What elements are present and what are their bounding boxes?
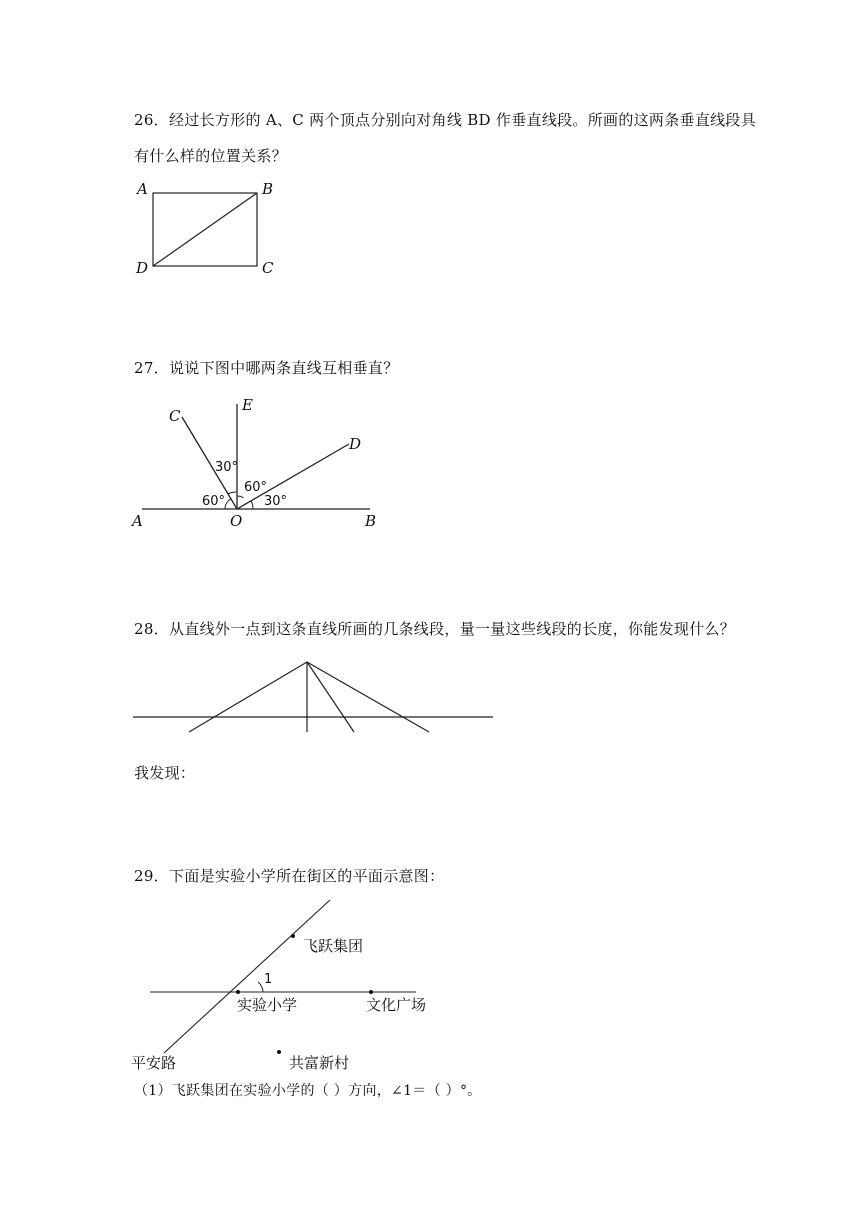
- q29-text: 29．下面是实验小学所在街区的平面示意图：: [134, 867, 445, 885]
- angle-eod-label: 60°: [244, 480, 268, 495]
- q28-segments-figure: [125, 650, 505, 740]
- label-o: O: [230, 512, 243, 530]
- q29-map-figure: [128, 895, 448, 1075]
- road-label: 平安路: [131, 1054, 177, 1072]
- label-b: B: [365, 512, 377, 530]
- q26-text-line1: 26．经过长方形的 A、C 两个顶点分别向对角线 BD 作垂直线段。所画的这两条垂直线段具: [134, 111, 757, 129]
- label-d: D: [349, 435, 362, 453]
- q26-text-line2: 有什么样的位置关系？: [134, 147, 288, 165]
- label-c: C: [169, 407, 181, 425]
- arc-aoc: [225, 499, 231, 509]
- label-d: D: [136, 259, 149, 277]
- village-dot: [277, 1050, 281, 1054]
- school-dot: [236, 990, 240, 994]
- segment-right: [307, 662, 429, 732]
- angle-aoc-label: 60°: [202, 494, 226, 509]
- angle-1-label: 1: [264, 972, 273, 987]
- segment-left: [189, 662, 307, 732]
- pingan-road-line: [164, 900, 330, 1053]
- label-e: E: [242, 396, 253, 414]
- q28-text: 28．从直线外一点到这条直线所画的几条线段，量一量这些线段的长度，你能发现什么？: [134, 620, 736, 638]
- arc-coe: [228, 492, 237, 494]
- q29-sub1: （1）飞跃集团在实验小学的（ ）方向，∠1＝（ ）°。: [134, 1083, 482, 1099]
- diagonal-bd: [153, 193, 257, 266]
- feiyue-dot: [291, 934, 295, 938]
- angle-coe-label: 30°: [215, 460, 239, 475]
- arc-eod: [237, 496, 244, 498]
- q26-rectangle-figure: [130, 178, 290, 283]
- angle-dob-label: 30°: [264, 494, 288, 509]
- label-a: A: [137, 180, 148, 198]
- q28-answer-prompt: 我发现：: [134, 764, 196, 782]
- plaza-label: 文化广场: [366, 996, 427, 1014]
- ray-od: [237, 444, 349, 509]
- q27-text: 27．说说下图中哪两条直线互相垂直？: [134, 359, 399, 377]
- label-a: A: [132, 512, 143, 530]
- school-label: 实验小学: [237, 996, 298, 1014]
- village-label: 共富新村: [289, 1054, 350, 1072]
- feiyue-label: 飞跃集团: [303, 937, 364, 955]
- q27-angles-figure: [125, 395, 395, 535]
- plaza-dot: [369, 990, 373, 994]
- label-b: B: [262, 180, 274, 198]
- angle-1-arc: [258, 982, 263, 992]
- arc-dob: [251, 501, 253, 509]
- label-c: C: [262, 259, 274, 277]
- segment-middle: [307, 662, 354, 732]
